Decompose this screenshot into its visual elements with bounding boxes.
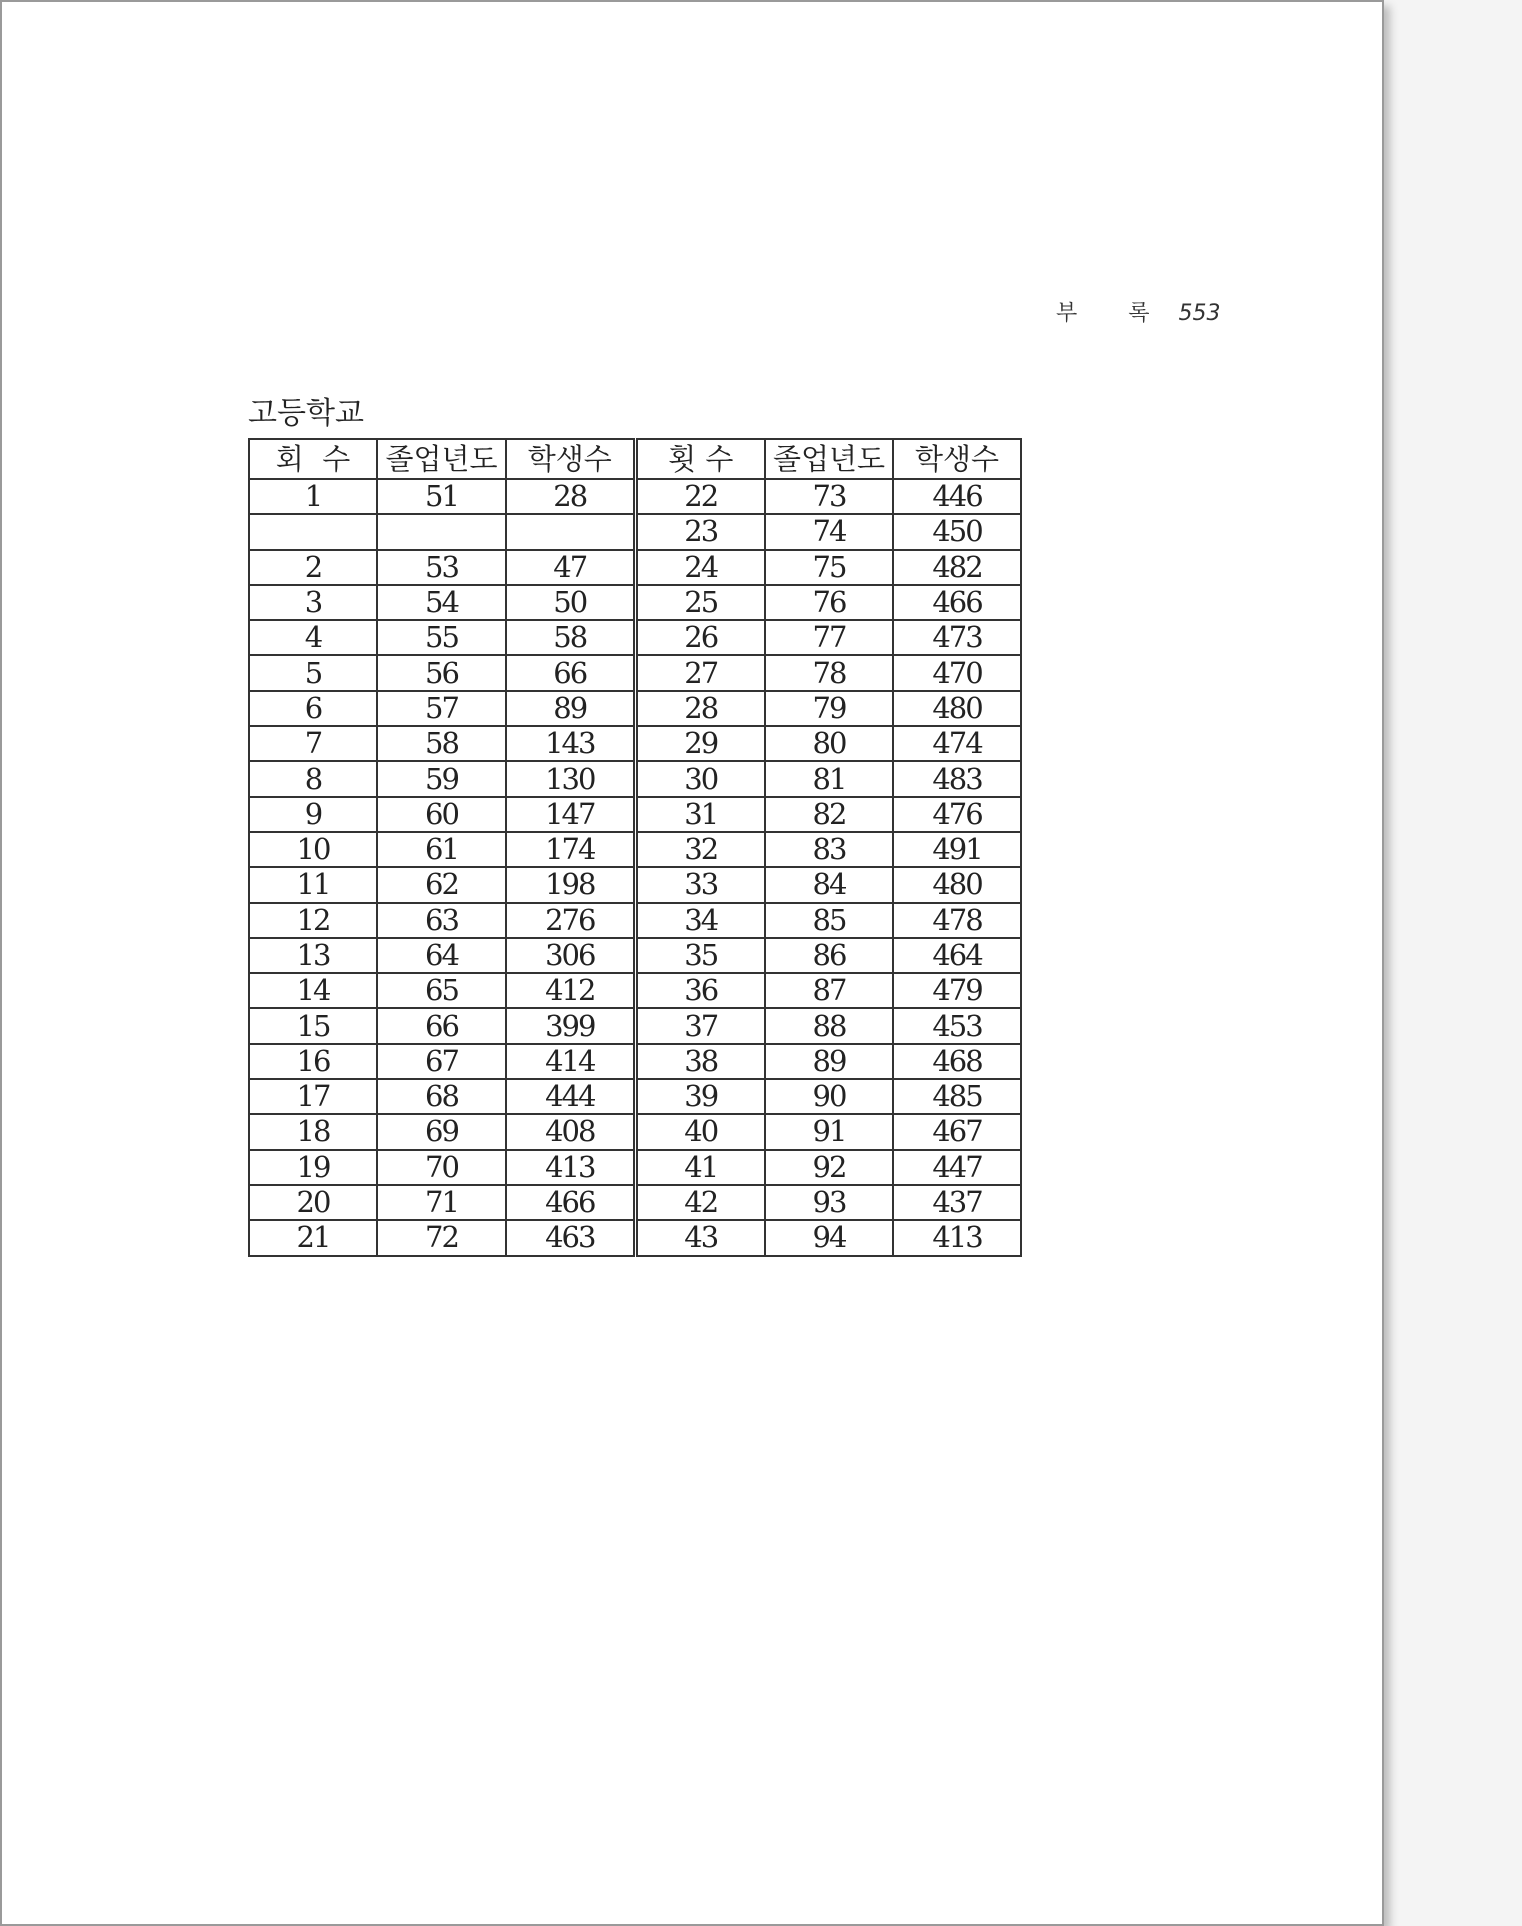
table-row: [249, 1220, 1021, 1255]
cell-students-left: 47: [506, 550, 635, 585]
running-head-label: 부 록: [1056, 301, 1172, 326]
cell-students-right: 467: [893, 1114, 1021, 1149]
cell-students-left: 198: [506, 867, 635, 902]
cell-students-left: 276: [506, 903, 635, 938]
table-row: [249, 514, 1021, 549]
cell-grad-year-left: 60: [377, 797, 506, 832]
cell-students-left: 174: [506, 832, 635, 867]
running-head: [1056, 296, 1221, 327]
cell-grad-year-left: 72: [377, 1220, 506, 1255]
table-row: [249, 832, 1021, 867]
cell-grad-year-right: 78: [765, 655, 893, 690]
cell-students-left: 412: [506, 973, 635, 1008]
cell-session-left: 5: [249, 655, 377, 690]
cell-grad-year-left: 53: [377, 550, 506, 585]
cell-students-left: 143: [506, 726, 635, 761]
header-grad-year-right: 졸업년도: [765, 439, 893, 479]
page-number: 553: [1178, 301, 1221, 326]
cell-students-right: 482: [893, 550, 1021, 585]
cell-students-left: 66: [506, 655, 635, 690]
cell-session-left: 6: [249, 691, 377, 726]
cell-students-left: 89: [506, 691, 635, 726]
cell-students-right: 466: [893, 585, 1021, 620]
cell-session-left: [249, 514, 377, 549]
cell-students-left: 466: [506, 1185, 635, 1220]
cell-grad-year-right: 91: [765, 1114, 893, 1149]
table-row: [249, 867, 1021, 902]
header-students-right: 학생수: [893, 439, 1021, 479]
graduates-table: [248, 438, 1022, 1257]
cell-session-right: 33: [635, 867, 765, 902]
cell-students-right: 476: [893, 797, 1021, 832]
cell-session-right: 30: [635, 761, 765, 796]
cell-grad-year-right: 86: [765, 938, 893, 973]
cell-students-left: 414: [506, 1044, 635, 1079]
cell-students-right: 450: [893, 514, 1021, 549]
cell-session-right: 41: [635, 1150, 765, 1185]
cell-session-left: 15: [249, 1008, 377, 1043]
cell-grad-year-right: 88: [765, 1008, 893, 1043]
table-row: [249, 479, 1021, 514]
cell-grad-year-left: 56: [377, 655, 506, 690]
cell-session-left: 18: [249, 1114, 377, 1149]
cell-session-right: 32: [635, 832, 765, 867]
cell-grad-year-right: 90: [765, 1079, 893, 1114]
cell-students-right: 483: [893, 761, 1021, 796]
cell-students-right: 473: [893, 620, 1021, 655]
cell-grad-year-left: 57: [377, 691, 506, 726]
cell-students-right: 474: [893, 726, 1021, 761]
table-row: [249, 550, 1021, 585]
cell-session-right: 25: [635, 585, 765, 620]
cell-grad-year-left: 67: [377, 1044, 506, 1079]
cell-students-right: 437: [893, 1185, 1021, 1220]
cell-session-right: 24: [635, 550, 765, 585]
table-row: [249, 1185, 1021, 1220]
cell-students-right: 480: [893, 867, 1021, 902]
cell-session-right: 29: [635, 726, 765, 761]
cell-students-right: 453: [893, 1008, 1021, 1043]
cell-grad-year-left: 55: [377, 620, 506, 655]
cell-students-left: 306: [506, 938, 635, 973]
cell-session-left: 4: [249, 620, 377, 655]
cell-grad-year-left: 58: [377, 726, 506, 761]
cell-grad-year-right: 84: [765, 867, 893, 902]
table-row: [249, 1008, 1021, 1043]
cell-grad-year-right: 76: [765, 585, 893, 620]
cell-session-left: 21: [249, 1220, 377, 1255]
table-row: [249, 620, 1021, 655]
cell-students-right: 446: [893, 479, 1021, 514]
cell-grad-year-left: [377, 514, 506, 549]
cell-session-right: 22: [635, 479, 765, 514]
cell-students-left: 413: [506, 1150, 635, 1185]
cell-session-left: 2: [249, 550, 377, 585]
cell-students-right: 479: [893, 973, 1021, 1008]
cell-grad-year-right: 79: [765, 691, 893, 726]
cell-students-left: 50: [506, 585, 635, 620]
table-row: [249, 1079, 1021, 1114]
cell-session-right: 27: [635, 655, 765, 690]
cell-session-left: 1: [249, 479, 377, 514]
cell-grad-year-right: 92: [765, 1150, 893, 1185]
table-row: [249, 1044, 1021, 1079]
cell-grad-year-right: 75: [765, 550, 893, 585]
cell-grad-year-right: 77: [765, 620, 893, 655]
cell-students-left: 147: [506, 797, 635, 832]
cell-session-right: 31: [635, 797, 765, 832]
cell-session-left: 16: [249, 1044, 377, 1079]
cell-grad-year-left: 54: [377, 585, 506, 620]
cell-session-left: 11: [249, 867, 377, 902]
cell-grad-year-left: 64: [377, 938, 506, 973]
cell-grad-year-right: 87: [765, 973, 893, 1008]
table-header-row: [249, 439, 1021, 479]
cell-students-right: 478: [893, 903, 1021, 938]
header-students-left: 학생수: [506, 439, 635, 479]
cell-session-right: 35: [635, 938, 765, 973]
cell-session-left: 20: [249, 1185, 377, 1220]
cell-session-left: 3: [249, 585, 377, 620]
cell-grad-year-left: 59: [377, 761, 506, 796]
cell-session-left: 12: [249, 903, 377, 938]
cell-session-left: 9: [249, 797, 377, 832]
cell-session-left: 8: [249, 761, 377, 796]
cell-students-left: 463: [506, 1220, 635, 1255]
cell-session-right: 38: [635, 1044, 765, 1079]
header-session-left: 회 수: [249, 439, 377, 479]
table-row: [249, 1150, 1021, 1185]
cell-students-left: 444: [506, 1079, 635, 1114]
cell-students-right: 485: [893, 1079, 1021, 1114]
cell-grad-year-right: 82: [765, 797, 893, 832]
cell-session-left: 14: [249, 973, 377, 1008]
cell-grad-year-right: 94: [765, 1220, 893, 1255]
cell-session-left: 17: [249, 1079, 377, 1114]
table-row: [249, 903, 1021, 938]
cell-grad-year-left: 68: [377, 1079, 506, 1114]
cell-session-left: 7: [249, 726, 377, 761]
table-row: [249, 726, 1021, 761]
cell-session-right: 36: [635, 973, 765, 1008]
cell-grad-year-right: 80: [765, 726, 893, 761]
cell-session-right: 40: [635, 1114, 765, 1149]
cell-students-right: 480: [893, 691, 1021, 726]
cell-grad-year-left: 51: [377, 479, 506, 514]
cell-students-right: 491: [893, 832, 1021, 867]
cell-session-right: 26: [635, 620, 765, 655]
cell-students-right: 464: [893, 938, 1021, 973]
cell-session-left: 19: [249, 1150, 377, 1185]
cell-session-right: 43: [635, 1220, 765, 1255]
cell-session-right: 37: [635, 1008, 765, 1043]
cell-grad-year-right: 81: [765, 761, 893, 796]
cell-grad-year-right: 73: [765, 479, 893, 514]
table-row: [249, 691, 1021, 726]
cell-students-left: 58: [506, 620, 635, 655]
cell-students-left: 399: [506, 1008, 635, 1043]
cell-grad-year-right: 74: [765, 514, 893, 549]
table-row: [249, 585, 1021, 620]
cell-students-right: 413: [893, 1220, 1021, 1255]
table-row: [249, 761, 1021, 796]
cell-grad-year-left: 69: [377, 1114, 506, 1149]
cell-students-right: 468: [893, 1044, 1021, 1079]
cell-grad-year-left: 66: [377, 1008, 506, 1043]
cell-students-left: [506, 514, 635, 549]
cell-session-left: 13: [249, 938, 377, 973]
cell-grad-year-right: 83: [765, 832, 893, 867]
cell-session-right: 34: [635, 903, 765, 938]
table-row: [249, 973, 1021, 1008]
cell-grad-year-left: 70: [377, 1150, 506, 1185]
cell-session-right: 39: [635, 1079, 765, 1114]
cell-students-left: 130: [506, 761, 635, 796]
cell-grad-year-right: 93: [765, 1185, 893, 1220]
cell-grad-year-left: 63: [377, 903, 506, 938]
cell-session-left: 10: [249, 832, 377, 867]
cell-students-right: 470: [893, 655, 1021, 690]
cell-students-left: 28: [506, 479, 635, 514]
cell-students-right: 447: [893, 1150, 1021, 1185]
cell-grad-year-left: 71: [377, 1185, 506, 1220]
header-grad-year-left: 졸업년도: [377, 439, 506, 479]
header-session-right: 횟 수: [635, 439, 765, 479]
table-row: [249, 797, 1021, 832]
table-row: [249, 938, 1021, 973]
cell-grad-year-left: 61: [377, 832, 506, 867]
cell-grad-year-right: 85: [765, 903, 893, 938]
table-row: [249, 655, 1021, 690]
table-row: [249, 1114, 1021, 1149]
cell-session-right: 42: [635, 1185, 765, 1220]
cell-session-right: 28: [635, 691, 765, 726]
cell-grad-year-left: 65: [377, 973, 506, 1008]
cell-students-left: 408: [506, 1114, 635, 1149]
cell-grad-year-left: 62: [377, 867, 506, 902]
section-title: 고등학교: [248, 396, 364, 431]
cell-grad-year-right: 89: [765, 1044, 893, 1079]
cell-session-right: 23: [635, 514, 765, 549]
table-body: [249, 479, 1021, 1256]
